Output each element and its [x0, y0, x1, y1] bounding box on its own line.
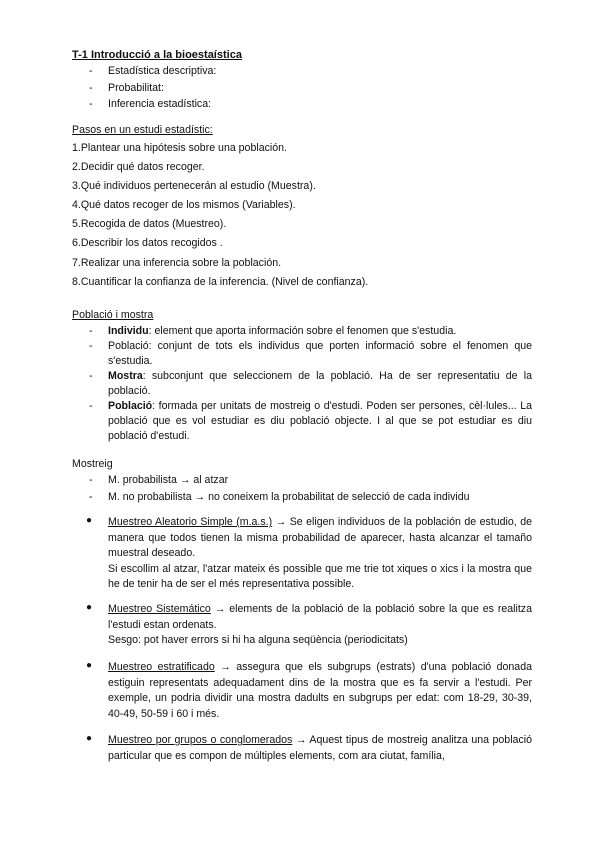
- method-item: [72, 515, 532, 593]
- term: Població: [108, 400, 153, 412]
- definition-item: [72, 369, 532, 399]
- page-title: T-1 Introducció a la bioestaística: [72, 49, 242, 61]
- pasos-heading: Pasos en un estudi estadístic:: [72, 124, 213, 136]
- method-name: Muestreo por grupos o conglomerados: [108, 734, 293, 746]
- definition-item: [72, 324, 532, 339]
- list-item: 2.Decidir qué datos recoger.: [72, 161, 205, 174]
- list-item: 8.Cuantificar la confianza de la inferencia. (Nivel de confianza).: [72, 275, 369, 288]
- list-item: 5.Recogida de datos (Muestreo).: [72, 218, 227, 231]
- list-item: 1.Plantear una hipótesis sobre una población.: [72, 142, 287, 154]
- method-text: → Aquest tipus de mostreig analitza una població particular que es compon de múltiples elements, com ara ciutat, família,: [108, 734, 532, 762]
- method-name: Muestreo Sistemático: [108, 603, 211, 615]
- mostreig-heading: Mostreig: [72, 458, 113, 470]
- list-item: 6.Describir los datos recogidos .: [72, 237, 223, 250]
- method-text: → assegura que els subgrups (estrats) d'una població donada estiguin representats adequadament dins de la mostra que es fa servir a l'estudi. Per exemple, un podria dividir una mostra dadults en subgrups per edat: com 18-29, 30-39, 40-49, 50-59 i 60 i més.: [108, 661, 532, 720]
- list-item: - Inferencia estadística:: [72, 96, 216, 113]
- definition: : element que aporta información sobre el fenomen que s'estudia.: [148, 325, 457, 337]
- method-extra: Sesgo: pot haver errors si hi ha alguna seqüència (periodicitats): [108, 634, 408, 646]
- list-item: - M. probabilista → al atzar: [72, 472, 470, 489]
- list-item: - M. no probabilista → no coneixem la probabilitat de selecció de cada individu: [72, 489, 470, 506]
- definition-item: [72, 339, 532, 369]
- method-text: → elements de la població de la població sobre la que es realitza l'estudi estan ordenats.: [108, 603, 532, 631]
- list-item: - Estadística descriptiva:: [72, 63, 216, 80]
- definition: : conjunt de tots els individus que porten informació sobre el fenomen que s'estudia.: [108, 340, 532, 367]
- pasos-list: [72, 139, 368, 292]
- method-item: [72, 660, 532, 722]
- definition-item: [72, 399, 532, 444]
- list-item: 3.Qué individuos pertenecerán al estudio (Muestra).: [72, 180, 316, 193]
- list-item: 7.Realizar una inferencia sobre la población.: [72, 256, 282, 269]
- bullet-icon: ●: [86, 602, 93, 613]
- mostreig-list: [72, 472, 470, 505]
- method-extra: Si escollim al atzar, l'atzar mateix és possible que me trie tot xiques o xics i la mostra que he de tenir ha de ser el més representativa possible.: [108, 562, 532, 590]
- method-name: Muestreo estratificado: [108, 661, 215, 673]
- poblacio-heading: Població i mostra: [72, 309, 154, 321]
- method-item: [72, 733, 532, 764]
- term: Individu: [108, 325, 149, 337]
- bullet-icon: ●: [86, 733, 93, 744]
- poblacio-list: [72, 324, 532, 444]
- term: Població: [108, 340, 149, 352]
- bullet-icon: ●: [86, 515, 93, 526]
- method-text: → Se eligen individuos de la población de estudio, de manera que todos tienen la misma probabilidad de aparecer, hasta alcanzar el tamaño muestral deseado.: [108, 516, 532, 559]
- list-item: 4.Qué datos recoger de los mismos (Variables).: [72, 199, 296, 212]
- list-item: - Probabilitat:: [72, 80, 216, 97]
- bullet-icon: ●: [86, 660, 93, 671]
- term: Mostra: [108, 370, 143, 382]
- method-name: Muestreo Aleatorio Simple (m.a.s.): [108, 516, 273, 528]
- method-item: [72, 602, 532, 649]
- definition: : subconjunt que seleccionem de la població. Ha de ser representatiu de la població.: [108, 370, 532, 397]
- intro-list: [72, 63, 216, 113]
- definition: : formada per unitats de mostreig o d'estudi. Poden ser persones, cèl·lules... La població que es vol estudiar es diu població objecte. I al que se pot estudiar es diu població d'estudi.: [108, 400, 532, 442]
